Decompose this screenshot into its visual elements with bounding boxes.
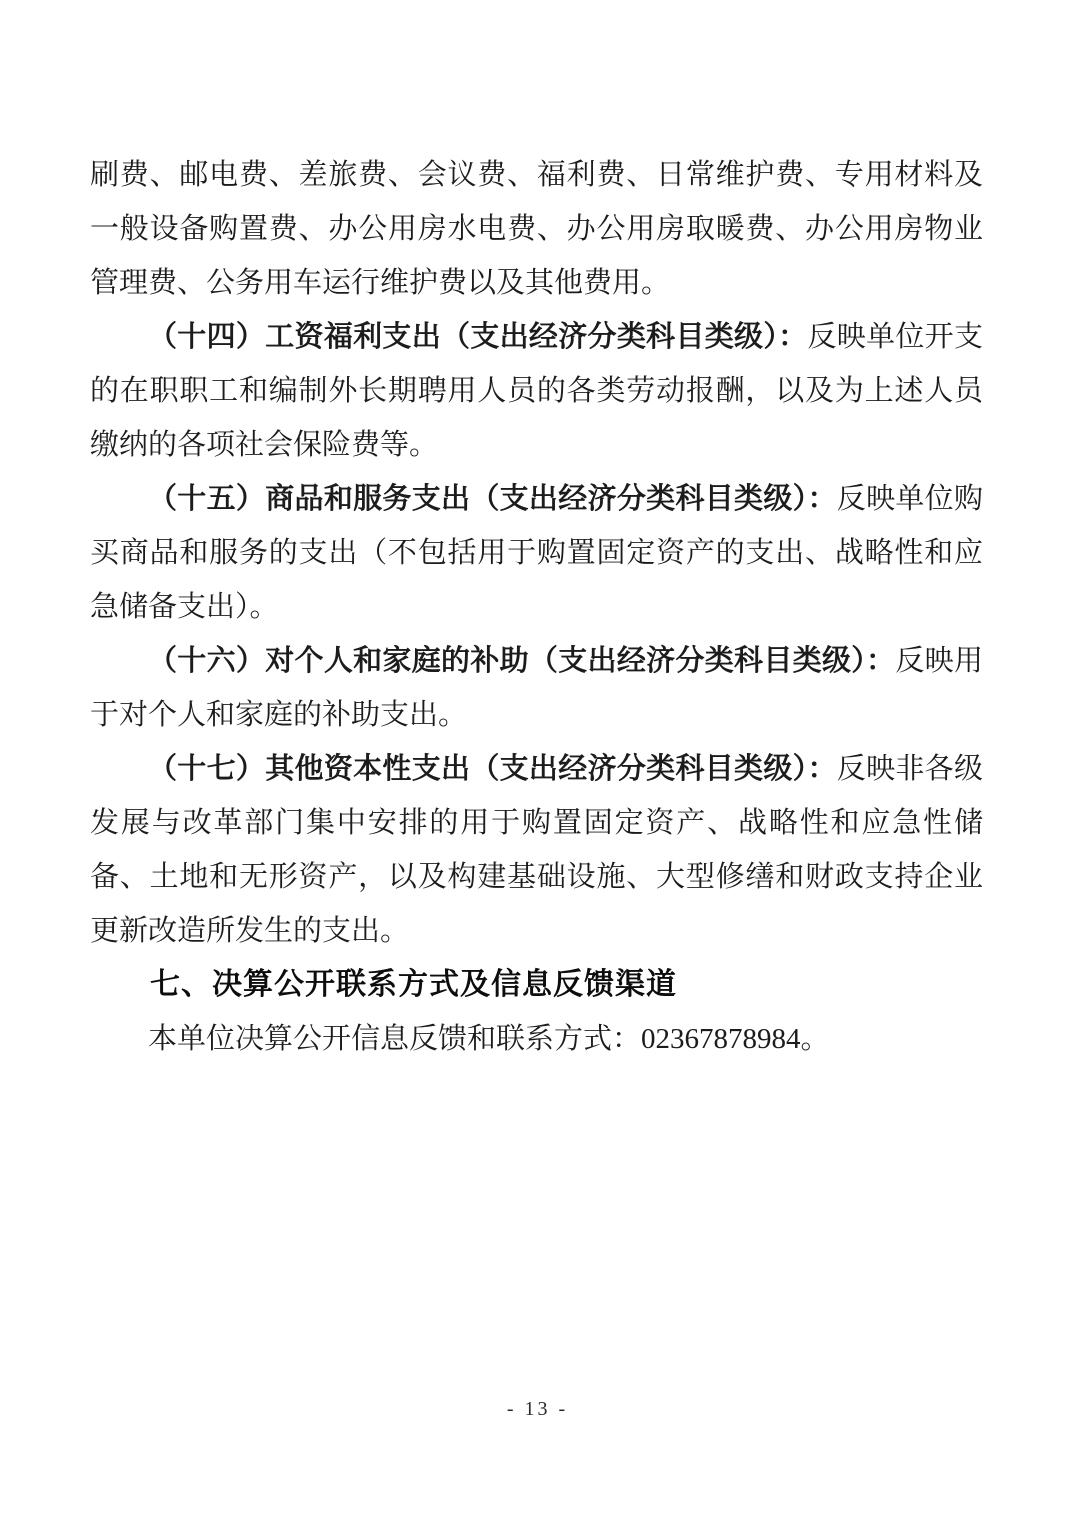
text-run: 反映单位购买商品和服务的支出（不包括用于购置固定资产的支出、战略性和应急储备支出）。 <box>90 483 983 623</box>
section-heading <box>90 958 983 1012</box>
bold-text-run: （十五）商品和服务支出（支出经济分类科目类级）： <box>148 483 837 515</box>
bold-text-run: 七、决算公开联系方式及信息反馈渠道 <box>150 968 677 1001</box>
paragraph <box>90 742 983 958</box>
page-number: - 13 - <box>506 1398 569 1420</box>
paragraph <box>90 472 983 634</box>
bold-text-run: （十四）工资福利支出（支出经济分类科目类级）： <box>148 321 808 353</box>
bold-text-run: （十七）其他资本性支出（支出经济分类科目类级）： <box>148 753 837 785</box>
paragraph <box>90 1012 983 1066</box>
text-run: 刷费、邮电费、差旅费、会议费、福利费、日常维护费、专用材料及一般设备购置费、办公用房水电费、办公用房取暖费、办公用房物业管理费、公务用车运行维护费以及其他费用。 <box>90 159 983 299</box>
bold-text-run: （十六）对个人和家庭的补助（支出经济分类科目类级）： <box>148 645 896 677</box>
page-footer <box>0 1398 1075 1421</box>
text-run: 反映单位开支的在职职工和编制外长期聘用人员的各类劳动报酬，以及为上述人员缴纳的各项社会保险费等。 <box>90 321 983 461</box>
text-run: 本单位决算公开信息反馈和联系方式：02367878984。 <box>148 1023 830 1055</box>
paragraph <box>90 310 983 472</box>
document-body <box>90 148 983 1066</box>
text-run: 反映用于对个人和家庭的补助支出。 <box>90 645 983 731</box>
paragraph <box>90 148 983 310</box>
text-run: 反映非各级发展与改革部门集中安排的用于购置固定资产、战略性和应急性储备、土地和无形资产，以及构建基础设施、大型修缮和财政支持企业更新改造所发生的支出。 <box>90 753 983 947</box>
paragraph <box>90 634 983 742</box>
